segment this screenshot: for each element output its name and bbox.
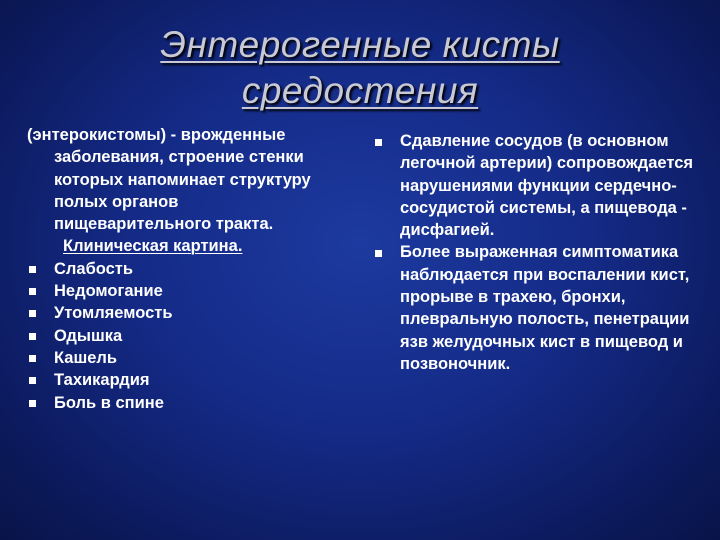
left-column: [27, 124, 312, 414]
square-bullet-icon: [29, 355, 36, 362]
symptom-text: Тахикардия: [54, 371, 150, 390]
square-bullet-icon: [29, 333, 36, 340]
list-item: [27, 347, 312, 369]
square-bullet-icon: [29, 266, 36, 273]
list-item: [372, 130, 702, 241]
list-item: [372, 241, 702, 375]
symptom-text: Одышка: [54, 326, 123, 345]
square-bullet-icon: [375, 250, 382, 257]
complication-list: [372, 130, 702, 375]
title-line-1: Энтерогенные кисты: [160, 24, 560, 65]
symptom-text: Боль в спине: [54, 393, 164, 412]
square-bullet-icon: [29, 400, 36, 407]
intro-text: (энтерокистомы) - врожденные заболевания, строение стенки которых напоминает структуру полых органов пищеварительного тракта.: [27, 126, 311, 234]
symptom-list: [27, 258, 312, 414]
square-bullet-icon: [29, 288, 36, 295]
list-item: [27, 392, 312, 414]
square-bullet-icon: [375, 139, 382, 146]
symptom-text: Кашель: [54, 348, 118, 367]
square-bullet-icon: [29, 310, 36, 317]
title-line-2: средостения: [241, 70, 479, 111]
right-column: [372, 130, 702, 375]
list-item: [27, 280, 312, 302]
complication-text: Сдавление сосудов (в основном легочной артерии) сопровождается нарушениями функции сердечно-сосудистой системы, а пищевода - дисфагией.: [400, 132, 693, 240]
slide-title: [0, 22, 720, 114]
square-bullet-icon: [29, 377, 36, 384]
symptom-text: Слабость: [54, 259, 134, 278]
symptom-text: Утомляемость: [54, 304, 173, 323]
clinical-picture-heading: Клиническая картина.: [63, 237, 243, 256]
complication-text: Более выраженная симптоматика наблюдается при воспалении кист, прорыве в трахею, бронхи, плевральную полость, пенетрации язв желудочных кист в пищевод и позвоночник.: [400, 243, 690, 373]
list-item: [27, 302, 312, 324]
list-item: [27, 325, 312, 347]
list-item: [27, 258, 312, 280]
symptom-text: Недомогание: [54, 282, 163, 301]
list-item: [27, 369, 312, 391]
